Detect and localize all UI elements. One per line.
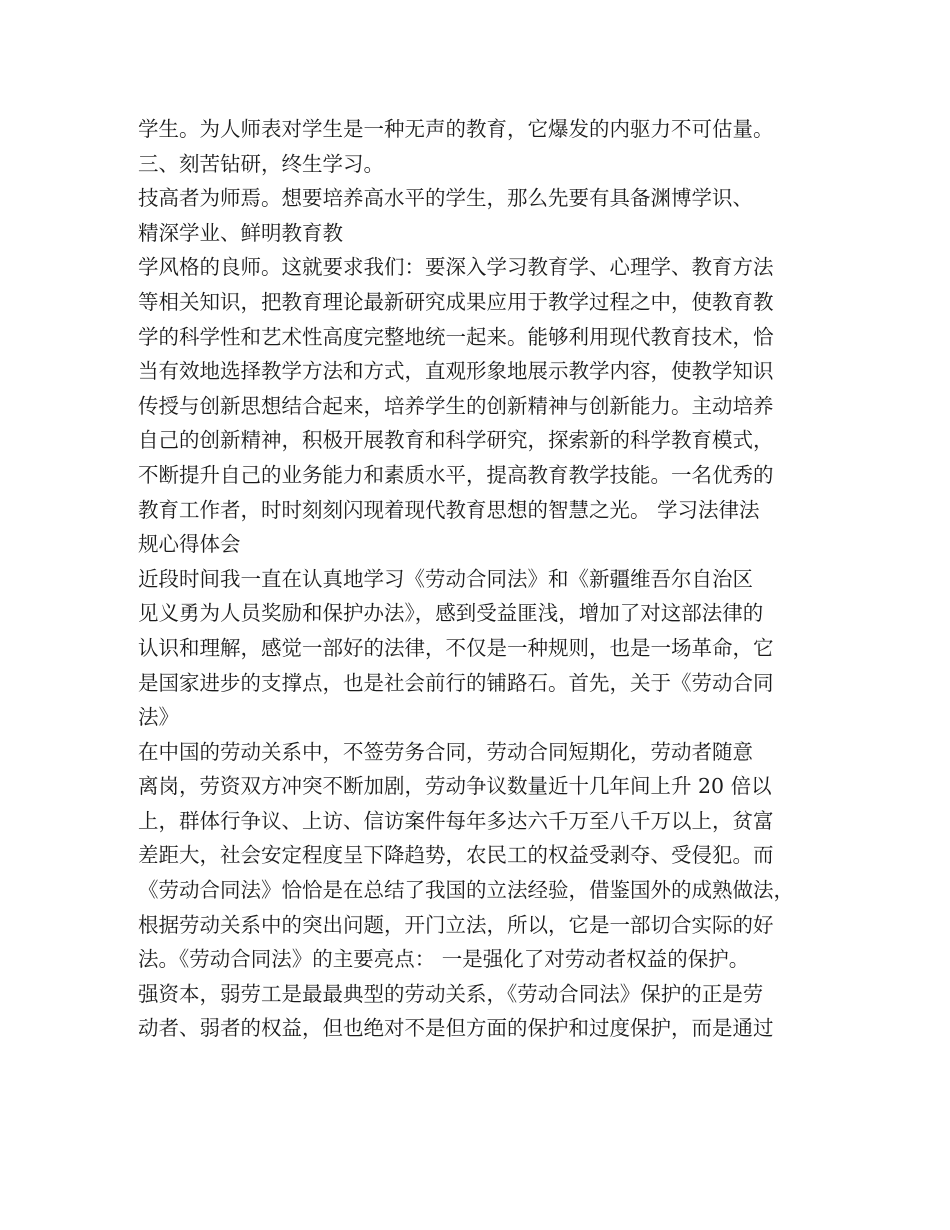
text-line: 学的科学性和艺术性高度完整地统一起来。能够利用现代教育技术，恰 (138, 324, 774, 349)
text-line: 当有效地选择教学方法和方式，直观形象地展示教学内容，使教学知识 (138, 359, 774, 384)
text-line: 法》 (138, 705, 179, 730)
section-heading: 三、刻苦钻研，终生学习。 (138, 151, 384, 176)
text-line: 学风格的良师。这就要求我们：要深入学习教育学、心理学、教育方法 (138, 255, 774, 280)
text-line: 教育工作者，时时刻刻闪现着现代教育思想的智慧之光。 学习法律法 (138, 497, 760, 522)
text-line: 规心得体会 (138, 532, 241, 557)
text-line: 根据劳动关系中的突出问题，开门立法，所以，它是一部切合实际的好 (138, 912, 774, 937)
body-text (138, 112, 828, 1046)
text-line: 法。《劳动合同法》的主要亮点： 一是强化了对劳动者权益的保护。 (138, 947, 750, 972)
text-line: 强资本，弱劳工是最最典型的劳动关系，《劳动合同法》保护的正是劳 (138, 981, 764, 1006)
text-line: 传授与创新思想结合起来，培养学生的创新精神与创新能力。主动培养 (138, 393, 774, 418)
text-line: 等相关知识，把教育理论最新研究成果应用于教学过程之中，使教育教 (138, 289, 774, 314)
text-line: 学生。为人师表对学生是一种无声的教育，它爆发的内驱力不可估量。 (138, 117, 774, 141)
text-line: 技高者为师焉。想要培养高水平的学生，那么先要有具备渊博学识、 (138, 186, 753, 211)
text-line: 动者、弱者的权益，但也绝对不是但方面的保护和过度保护，而是通过 (138, 1016, 774, 1041)
text-line: 在中国的劳动关系中，不签劳务合同，劳动合同短期化，劳动者随意 (138, 739, 753, 764)
text-line: 见义勇为人员奖励和保护办法》，感到受益匪浅，增加了对这部法律的 (138, 601, 764, 626)
text-line: 认识和理解，感觉一部好的法律，不仅是一种规则，也是一场革命，它 (138, 635, 774, 660)
text-line: 是国家进步的支撑点，也是社会前行的铺路石。首先，关于《劳动合同 (138, 670, 774, 695)
text-line: 自己的创新精神，积极开展教育和科学研究，探索新的科学教育模式， (138, 428, 774, 453)
text-line: 不断提升自己的业务能力和素质水平，提高教育教学技能。一名优秀的 (138, 462, 774, 487)
text-line: 精深学业、鲜明教育教 (138, 220, 343, 245)
text-line: 差距大，社会安定程度呈下降趋势，农民工的权益受剥夺、受侵犯。而 (138, 843, 774, 868)
text-line: 近段时间我一直在认真地学习《劳动合同法》和《新疆维吾尔自治区 (138, 566, 753, 591)
text-line: 离岗，劳资双方冲突不断加剧，劳动争议数量近十几年间上升 20 倍以 (138, 774, 772, 799)
text-line: 上，群体行争议、上访、信访案件每年多达六千万至八千万以上，贫富 (138, 808, 774, 833)
text-line: 《劳动合同法》恰恰是在总结了我国的立法经验，借鉴国外的成熟做法， (138, 878, 794, 903)
